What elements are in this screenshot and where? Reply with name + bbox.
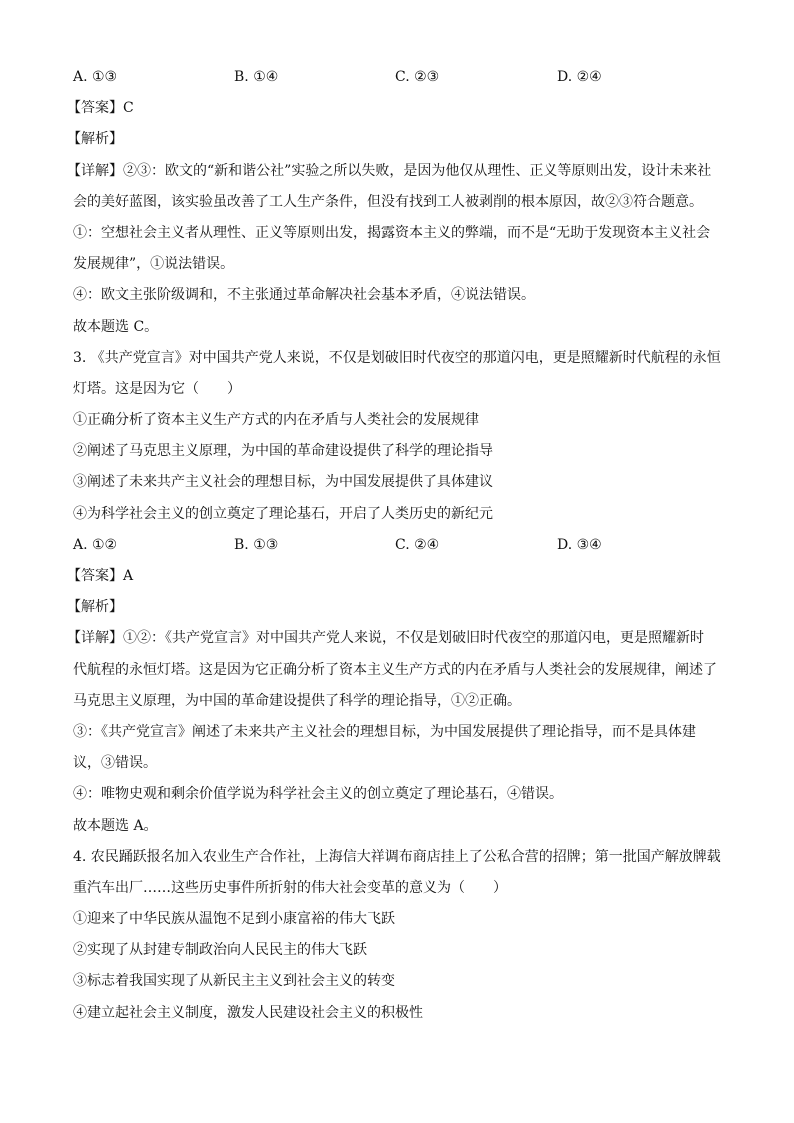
q3-detail-line: 故本题选 A。	[73, 817, 158, 834]
q3-option-a: A. ①②	[73, 536, 118, 553]
document-page	[67, 62, 723, 1029]
q3-answer-value: A	[123, 568, 134, 584]
q3-detail-line	[67, 623, 723, 654]
q4-statement: ①迎来了中华民族从温饱不足到小康富裕的伟大飞跃	[73, 911, 395, 928]
q2-option-b: B. ①④	[234, 69, 279, 85]
q3-options	[73, 530, 723, 561]
q2-option-c: C. ②③	[395, 69, 440, 85]
q2-detail-text: ②③：欧文的“新和谐公社”实验之所以失败，是因为他仅从理性、正义等原则出发，设计未来社	[123, 162, 712, 179]
q2-analysis-tag: 【解析】	[67, 131, 123, 148]
q2-answer-value: C	[123, 100, 134, 117]
q4-stem: 4. 农民踊跃报名加入农业生产合作社，上海信大祥调布商店挂上了公私合营的招牌；第一批国产解放牌载	[73, 848, 721, 865]
q3-detail-line: 马克思主义原理，为中国的革命建设提供了科学的理论指导，①②正确。	[73, 692, 521, 709]
q2-detail-line: 会的美好蓝图，该实验虽改善了工人生产条件，但没有找到工人被剥削的根本原因，故②③符合题意。	[73, 193, 703, 210]
q2-option-d: D. ②④	[557, 69, 602, 85]
q3-option-d: D. ③④	[557, 536, 602, 553]
q3-answer	[67, 561, 723, 592]
q3-detail-tag: 【详解】	[67, 630, 123, 647]
q2-answer	[67, 93, 723, 124]
q3-stem: 3. 《共产党宣言》对中国共产党人来说，不仅是划破旧时代夜空的那道闪电，更是照耀新时代航程的永恒	[73, 349, 721, 366]
q3-stem: 灯塔。这是因为它（ ）	[73, 380, 241, 397]
q3-analysis-tag: 【解析】	[67, 599, 123, 616]
q3-detail-line: ④：唯物史观和剩余价值学说为科学社会主义的创立奠定了理论基石，④错误。	[73, 786, 563, 803]
q4-stem: 重汽车出厂……这些历史事件所折射的伟大社会变革的意义为（ ）	[73, 879, 507, 896]
q2-options	[73, 62, 723, 93]
q3-statement: ②阐述了马克思主义原理，为中国的革命建设提供了科学的理论指导	[73, 443, 493, 460]
q4-statement: ④建立起社会主义制度，激发人民建设社会主义的积极性	[73, 1004, 423, 1021]
q2-analysis-heading	[67, 124, 723, 155]
q2-detail-line	[67, 156, 723, 187]
q4-statement: ③标志着我国实现了从新民主主义到社会主义的转变	[73, 973, 395, 990]
q2-detail-line: ④：欧文主张阶级调和，不主张通过革命解决社会基本矛盾，④说法错误。	[73, 287, 535, 304]
q3-answer-tag: 【答案】	[67, 568, 123, 584]
q2-detail-line: ①：空想社会主义者从理性、正义等原则出发，揭露资本主义的弊端，而不是“无助于发现资本主义社会	[73, 224, 711, 241]
q2-detail-line: 发展规律”，①说法错误。	[73, 256, 235, 273]
q2-detail-line: 故本题选 C。	[73, 318, 159, 335]
q4-statement: ②实现了从封建专制政治向人民民主的伟大飞跃	[73, 942, 367, 959]
q3-option-c: C. ②④	[395, 536, 440, 553]
q3-statement: ①正确分析了资本主义生产方式的内在矛盾与人类社会的发展规律	[73, 412, 479, 429]
q3-statement: ③阐述了未来共产主义社会的理想目标，为中国发展提供了具体建议	[73, 474, 493, 491]
q2-detail-tag: 【详解】	[67, 162, 123, 179]
q3-detail-text: ①②：《共产党宣言》对中国共产党人来说，不仅是划破旧时代夜空的那道闪电，更是照耀新时	[123, 630, 704, 647]
q2-answer-tag: 【答案】	[67, 100, 123, 117]
q3-option-b: B. ①③	[234, 536, 279, 553]
q3-detail-line: 议，③错误。	[73, 755, 157, 772]
q2-option-a: A. ①③	[73, 69, 118, 85]
q3-detail-line: 代航程的永恒灯塔。这是因为它正确分析了资本主义生产方式的内在矛盾与人类社会的发展规律，阐述了	[73, 661, 717, 678]
q3-analysis-heading	[67, 592, 723, 623]
q3-detail-line: ③：《共产党宣言》阐述了未来共产主义社会的理想目标，为中国发展提供了理论指导，而不是具体建	[73, 723, 696, 740]
q3-statement: ④为科学社会主义的创立奠定了理论基石，开启了人类历史的新纪元	[73, 505, 493, 522]
